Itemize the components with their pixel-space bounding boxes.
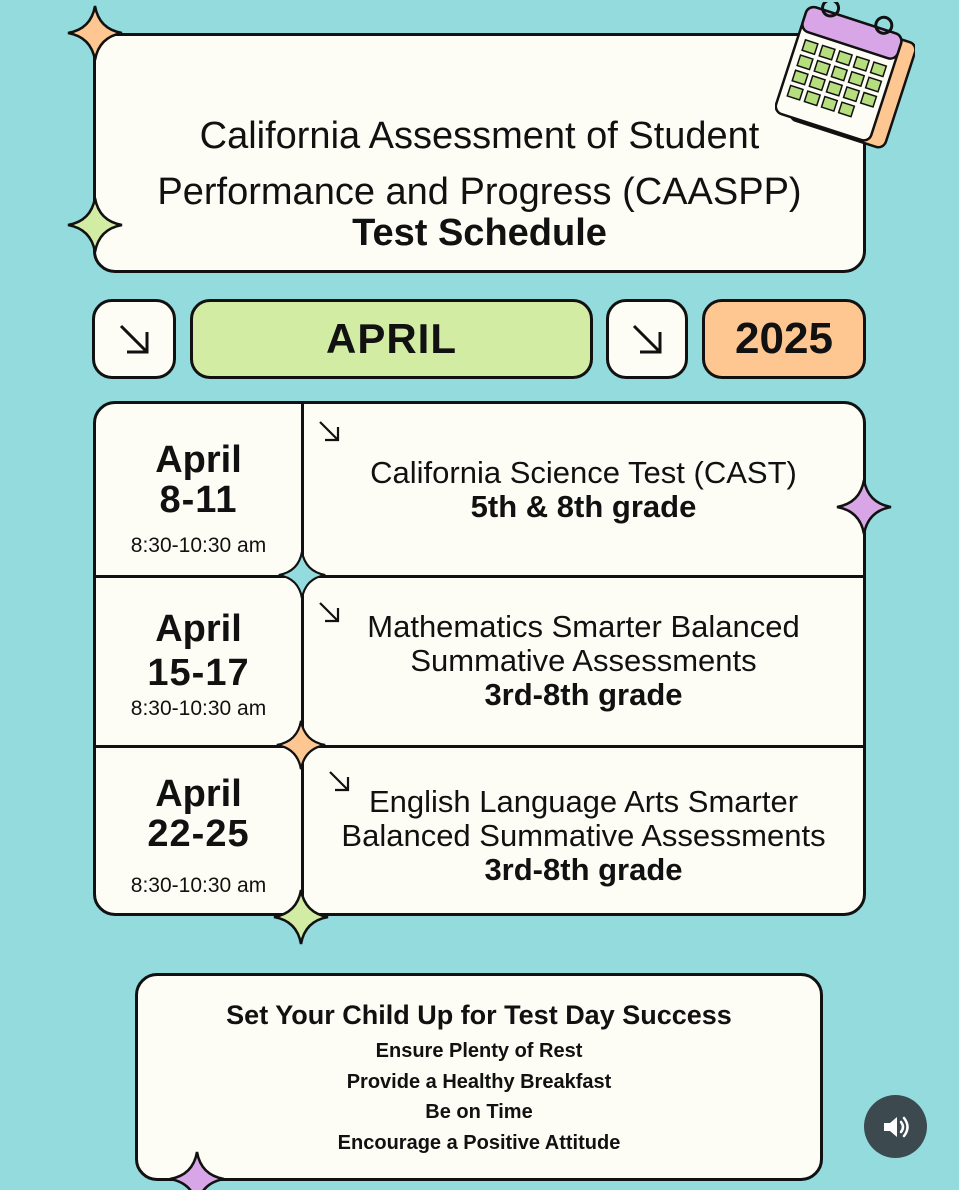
test-name: English Language Arts Smarter [368,784,799,819]
speaker-icon [881,1113,911,1141]
year-pill: 2025 [702,299,866,379]
test-grades: 3rd-8th grade [484,852,683,887]
sparkle-icon [168,1150,226,1190]
title-line-1: California Assessment of Student [199,115,760,157]
title-line-2: Performance and Progress (CAASPP) [157,171,802,213]
date-days: 8-11 [159,479,238,521]
calendar-icon [775,2,915,157]
sparkle-icon [272,888,330,946]
tip-item: Encourage a Positive Attitude [337,1132,621,1154]
tip-item: Provide a Healthy Breakfast [346,1071,612,1093]
sparkle-icon [277,550,327,600]
sound-toggle-button[interactable] [864,1095,927,1158]
test-grades: 5th & 8th grade [470,489,697,524]
arrow-button-left [92,299,176,379]
row-divider [96,575,863,578]
date-time: 8:30-10:30 am [130,874,267,897]
test-name: California Science Test (CAST) [370,455,797,490]
test-name-line-2: Balanced Summative Assessments [341,818,826,853]
tips-heading: Set Your Child Up for Test Day Success [226,1000,732,1030]
page-title [96,108,863,220]
date-days: 22-25 [147,813,250,855]
sparkle-icon [66,4,124,62]
arrow-down-right-icon [628,320,666,358]
schedule-row-3-date [96,774,301,898]
date-time: 8:30-10:30 am [130,534,267,557]
header-card [93,33,866,273]
month-pill: APRIL [190,299,593,379]
date-month: April [155,773,242,815]
tip-item: Ensure Plenty of Rest [375,1040,583,1062]
date-month: April [155,439,242,481]
date-month: April [155,608,242,650]
schedule-row-3-test [304,785,863,887]
tip-item: Be on Time [425,1101,533,1123]
arrow-down-right-icon [115,320,153,358]
schedule-row-2-test [304,610,863,712]
page-subtitle: Test Schedule [352,212,607,254]
date-days: 15-17 [147,652,250,694]
test-name-line-2: Summative Assessments [410,643,757,678]
schedule-row-2-date [96,609,301,721]
schedule-row-1-test [304,456,863,524]
arrow-down-right-icon [316,418,342,444]
test-grades: 3rd-8th grade [484,677,683,712]
schedule-table [93,401,866,916]
date-time: 8:30-10:30 am [130,697,267,720]
sparkle-icon [66,196,124,254]
sparkle-icon [835,478,893,536]
schedule-row-1-date [96,440,301,558]
sparkle-icon [275,719,327,771]
arrow-button-right [606,299,688,379]
tips-card [135,973,823,1181]
row-divider [96,745,863,748]
test-name: Mathematics Smarter Balanced [367,609,800,644]
